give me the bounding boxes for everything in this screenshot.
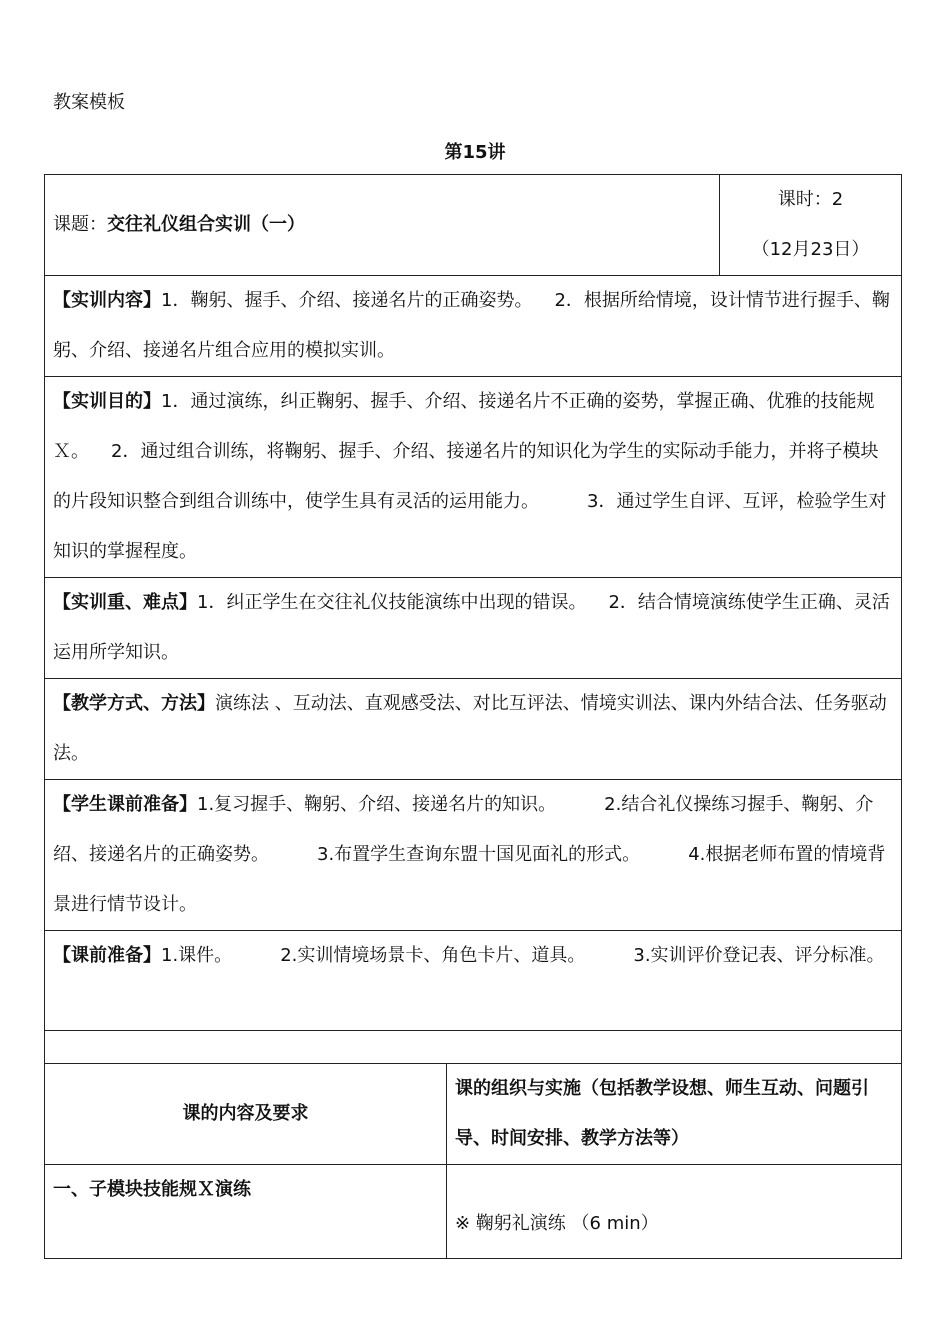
section-difficulty	[45, 578, 902, 679]
section-goal-row	[45, 377, 902, 578]
lesson-plan-table	[44, 174, 902, 1259]
section-part: 3.实训评价登记表、评分标准。	[633, 945, 885, 966]
spacer-cell	[45, 1031, 902, 1064]
template-label: 教案模板	[53, 92, 125, 113]
section-part: 2.结合礼仪操练习握手、鞠躬、介绍、接递名片的正确姿势。	[53, 794, 874, 865]
section-method-row	[45, 679, 902, 780]
columns-header-row	[45, 1064, 902, 1165]
section-student-prep-row	[45, 780, 902, 931]
section-part: 演练法 、互动法、直观感受法、对比互评法、情境实训法、课内外结合法、任务驱动法。	[53, 693, 887, 764]
column-header-left: 课的内容及要求	[45, 1064, 447, 1165]
content-row-left: 一、子模块技能规Ｘ演练	[45, 1165, 447, 1259]
content-row	[45, 1165, 902, 1259]
section-part: 1．鞠躬、握手、介绍、接递名片的正确姿势。	[161, 290, 533, 311]
section-content-row	[45, 276, 902, 377]
section-part: 4.根据老师布置的情境背景进行情节设计。	[53, 844, 886, 915]
section-class-prep-row	[45, 931, 902, 1031]
content-row-right: ※ 鞠躬礼演练 （6 min）	[447, 1165, 902, 1259]
column-header-right: 课的组织与实施（包括教学设想、师生互动、问题引导、时间安排、教学方法等）	[447, 1064, 902, 1165]
spacer-row	[45, 1031, 902, 1064]
section-method	[45, 679, 902, 780]
section-heading: 【教学方式、方法】	[53, 693, 215, 714]
section-student-prep	[45, 780, 902, 931]
section-heading: 【实训内容】	[53, 290, 161, 311]
section-part: 1．纠正学生在交往礼仪技能演练中出现的错误。	[197, 592, 587, 613]
section-part: 2．通过组合训练，将鞠躬、握手、介绍、接递名片的知识化为学生的实际动手能力，并将子模块的片段知识整合到组合训练中，使学生具有灵活的运用能力。	[53, 441, 879, 512]
section-part: 1．通过演练，纠正鞠躬、握手、介绍、接递名片不正确的姿势，掌握正确、优雅的技能规Ｘ。	[53, 391, 875, 462]
section-heading: 【学生课前准备】	[53, 794, 197, 815]
section-heading: 【实训重、难点】	[53, 592, 197, 613]
section-content	[45, 276, 902, 377]
course-row	[45, 175, 902, 276]
section-part: 3.布置学生查询东盟十国见面礼的形式。	[317, 844, 641, 865]
lecture-title: 第15讲	[444, 142, 506, 163]
course-hours-cell	[720, 175, 902, 276]
section-part: 3．通过学生自评、互评，检验学生对知识的掌握程度。	[53, 491, 887, 562]
section-heading: 【实训目的】	[53, 391, 161, 412]
course-date: （12月23日）	[751, 239, 870, 260]
course-title: 交往礼仪组合实训（一）	[107, 214, 305, 235]
section-part: 2．结合情境演练使学生正确、灵活运用所学知识。	[53, 592, 890, 663]
section-difficulty-row	[45, 578, 902, 679]
course-hours: 课时：2	[777, 189, 844, 210]
section-goal	[45, 377, 902, 578]
section-heading: 【课前准备】	[53, 945, 161, 966]
section-part: 1.课件。	[161, 945, 233, 966]
section-part: 2.实训情境场景卡、角色卡片、道具。	[280, 945, 586, 966]
section-part: 1.复习握手、鞠躬、介绍、接递名片的知识。	[197, 794, 557, 815]
course-title-cell	[45, 175, 720, 276]
course-label: 课题：	[53, 214, 107, 235]
section-class-prep	[45, 931, 902, 1031]
section-part: 2．根据所给情境，设计情节进行握手、鞠躬、介绍、接递名片组合应用的模拟实训。	[53, 290, 890, 361]
